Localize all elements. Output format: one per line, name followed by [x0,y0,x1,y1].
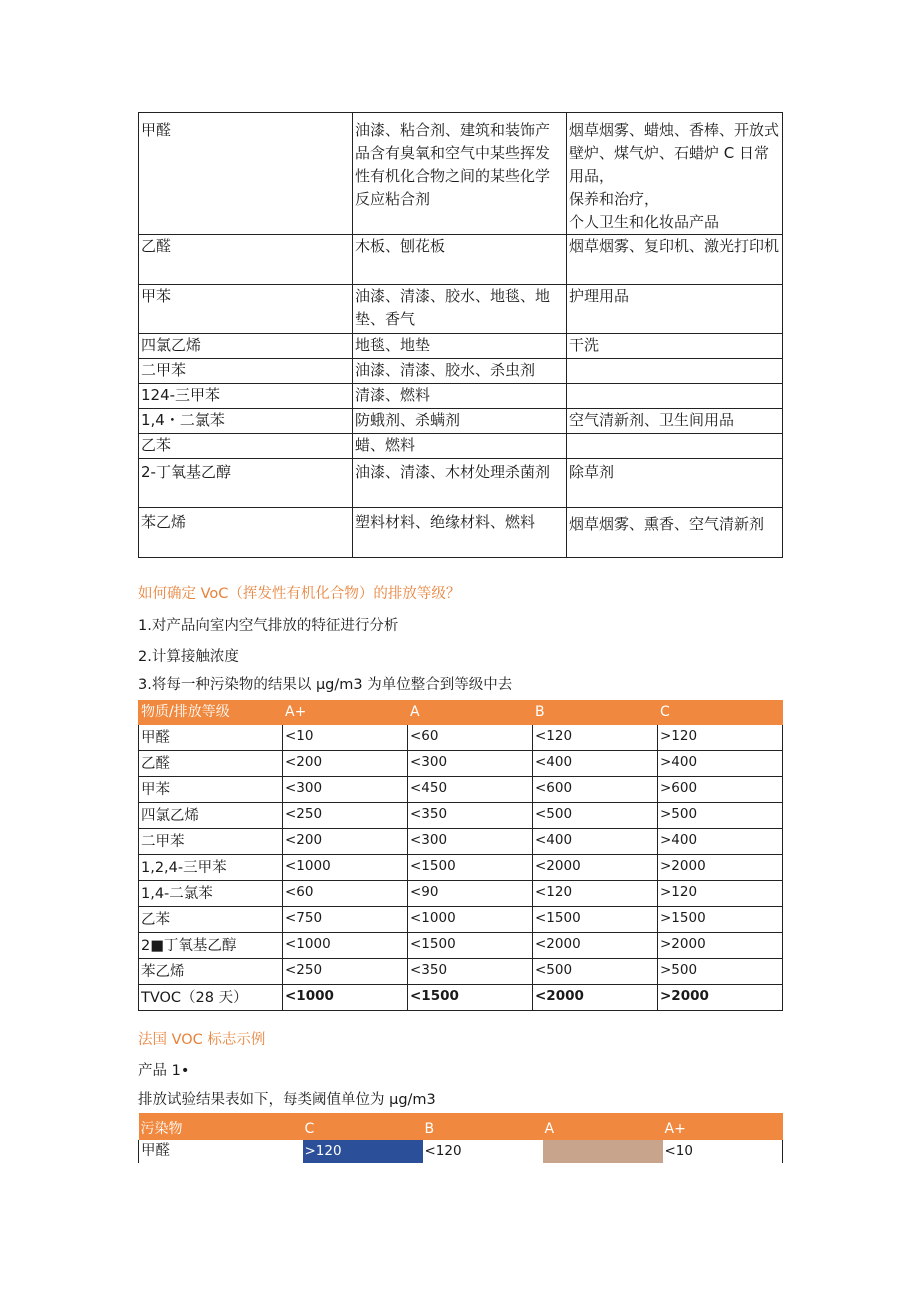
table-row [139,459,783,508]
table-row [139,1140,783,1163]
other-sources-text: 烟草烟雾、蜡烛、香棒、开放式壁炉、煤气炉、石蜡炉 C 日常用品， 保养和治疗， 个人卫生和化妆品产品 [569,121,780,231]
grade-a-plus-value: <750 [283,907,408,933]
grade-c-value: >2000 [658,985,783,1011]
header-grade-a: A [543,1113,663,1140]
substance-name: 乙苯 [139,907,283,933]
grade-b-value: <600 [533,777,658,803]
grade-c-value: >500 [658,803,783,829]
step-1: 1.对产品向室内空气排放的特征进行分析 [138,618,399,634]
header-grade-b: B [423,1113,543,1140]
grade-a-plus-value: <250 [283,959,408,985]
substance-name: 苯乙烯 [139,508,353,558]
grade-c-cell: >120 [303,1140,423,1163]
header-pollutant: 污染物 [139,1113,303,1140]
substance-name: TVOC（28 天） [139,985,283,1011]
building-materials: 油漆、清漆、木材处理杀菌剂 [353,459,567,508]
table-row [139,508,783,558]
step-3: 3.将每一种污染物的结果以 μg∕m3 为单位整合到等级中去 [138,677,513,693]
grade-a-cell [543,1140,663,1163]
substance-name: 乙醛 [139,235,353,285]
substance-name: 124-三甲苯 [139,384,353,409]
other-sources [567,434,783,459]
grade-b-value: <500 [533,959,658,985]
table-row [139,409,783,434]
substance-name: 1,4・二氯苯 [139,409,353,434]
building-materials: 油漆、清漆、胶水、地毯、地垫、香气 [353,285,567,334]
table-row [139,384,783,409]
grade-a-value: <350 [408,803,533,829]
grade-a-value: <350 [408,959,533,985]
grade-b-value: <2000 [533,933,658,959]
substance-name: 二甲苯 [139,359,353,384]
pollutant-name: 甲醛 [139,1140,303,1163]
grade-a-value: <450 [408,777,533,803]
substance-name: 1,2,4-三甲苯 [139,855,283,881]
grade-a-plus-value: <1000 [283,985,408,1011]
grade-c-value: >400 [658,829,783,855]
step-2: 2.计算接触浓度 [138,649,239,665]
substance-name: 甲苯 [139,285,353,334]
grade-a-plus-value: <60 [283,881,408,907]
table-row [139,751,783,777]
grade-a-plus-value: <250 [283,803,408,829]
table-header-row [139,701,783,725]
grade-c-value: >1500 [658,907,783,933]
grade-b-value: <1500 [533,907,658,933]
substance-name: 2-丁氧基乙醇 [139,459,353,508]
substance-name: 乙苯 [139,434,353,459]
emission-grade-table [138,700,783,1011]
building-materials: 防蛾剂、杀螨剂 [353,409,567,434]
grade-c-value: >120 [658,881,783,907]
substance-name: 甲醛 [139,725,283,751]
substance-name: 苯乙烯 [139,959,283,985]
grade-a-plus-value: <1000 [283,933,408,959]
section-heading-grading: 如何确定 VoC（挥发性有机化合物）的排放等级？ [138,586,461,602]
header-grade-c: C [658,701,783,725]
grade-b-value: <500 [533,803,658,829]
grade-a-value: <1500 [408,933,533,959]
table-row [139,334,783,359]
grade-c-value: >600 [658,777,783,803]
building-materials: 蜡、燃料 [353,434,567,459]
substance-name: 1,4-二氯苯 [139,881,283,907]
grade-c-value: >2000 [658,855,783,881]
substance-name: 四氯乙烯 [139,803,283,829]
table-row [139,855,783,881]
product-label: 产品 1• [138,1063,190,1079]
grade-b-cell: <120 [424,1143,462,1159]
header-grade-a-plus: A+ [663,1113,783,1140]
other-sources [567,384,783,409]
table-row [139,285,783,334]
table-row [139,829,783,855]
table-row [139,359,783,384]
table-row [139,907,783,933]
building-materials: 清漆、燃料 [353,384,567,409]
grade-c-value: >2000 [658,933,783,959]
building-materials: 塑料材料、绝缘材料、燃料 [353,508,567,558]
building-materials: 木板、刨花板 [353,235,567,285]
other-sources: 烟草烟雾、熏香、空气清新剂 [567,508,783,558]
grade-b-value: <400 [533,829,658,855]
voc-sources-table [138,112,783,558]
other-sources [567,359,783,384]
table-row [139,933,783,959]
grade-a-plus-cell: <10 [663,1140,783,1163]
other-sources: 除草剂 [567,459,783,508]
grade-a-value: <1500 [408,985,533,1011]
grade-c-value: >120 [658,725,783,751]
table-row [139,959,783,985]
table-row [139,881,783,907]
table-row [139,235,783,285]
substance-name: 二甲苯 [139,829,283,855]
grade-a-value: <300 [408,751,533,777]
grade-a-plus-value: <10 [283,725,408,751]
results-description: 排放试验结果表如下，每类阈值单位为 μg∕m3 [138,1092,436,1108]
other-sources: 烟草烟雾、复印机、激光打印机 [567,235,783,285]
grade-c-value: >500 [658,959,783,985]
building-materials: 油漆、清漆、胶水、杀虫剂 [353,359,567,384]
grade-b-value: <400 [533,751,658,777]
substance-name: 2■丁氧基乙醇 [139,933,283,959]
building-materials: 地毯、地垫 [353,334,567,359]
header-grade-b: B [533,701,658,725]
grade-a-plus-value: <200 [283,751,408,777]
grade-a-value: <90 [408,881,533,907]
grade-a-value: <60 [408,725,533,751]
grade-a-plus-value: <1000 [283,855,408,881]
section-heading-label-example: 法国 VOC 标志示例 [138,1032,266,1048]
table-row [139,777,783,803]
substance-name: 甲醛 [139,113,353,235]
table-row [139,434,783,459]
grade-a-plus-value: <300 [283,777,408,803]
grade-a-value: <300 [408,829,533,855]
other-sources [567,113,783,235]
header-grade-c: C [303,1113,423,1140]
grade-c-value: >400 [658,751,783,777]
substance-name: 四氯乙烯 [139,334,353,359]
table-row-tvoc [139,985,783,1011]
grade-b-value: <2000 [533,855,658,881]
building-materials: 油漆、粘合剂、建筑和装饰产品含有臭氧和空气中某些挥发性有机化合物之间的某些化学反应粘合剂 [353,113,567,235]
table-header-row [139,1113,783,1140]
table-row [139,725,783,751]
grade-b-value: <120 [533,725,658,751]
voc-label-example-table [138,1113,783,1163]
table-row [139,113,783,235]
substance-name: 甲苯 [139,777,283,803]
substance-name: 乙醛 [139,751,283,777]
header-grade-a: A [408,701,533,725]
grade-a-value: <1500 [408,855,533,881]
header-substance: 物质/排放等级 [139,701,283,725]
other-sources: 干洗 [567,334,783,359]
grade-b-value: <2000 [533,985,658,1011]
grade-b-value: <120 [533,881,658,907]
grade-a-plus-value: <200 [283,829,408,855]
table-row [139,803,783,829]
grade-a-value: <1000 [408,907,533,933]
header-grade-a-plus: A+ [283,701,408,725]
other-sources: 空气清新剂、卫生间用品 [567,409,783,434]
other-sources: 护理用品 [567,285,783,334]
